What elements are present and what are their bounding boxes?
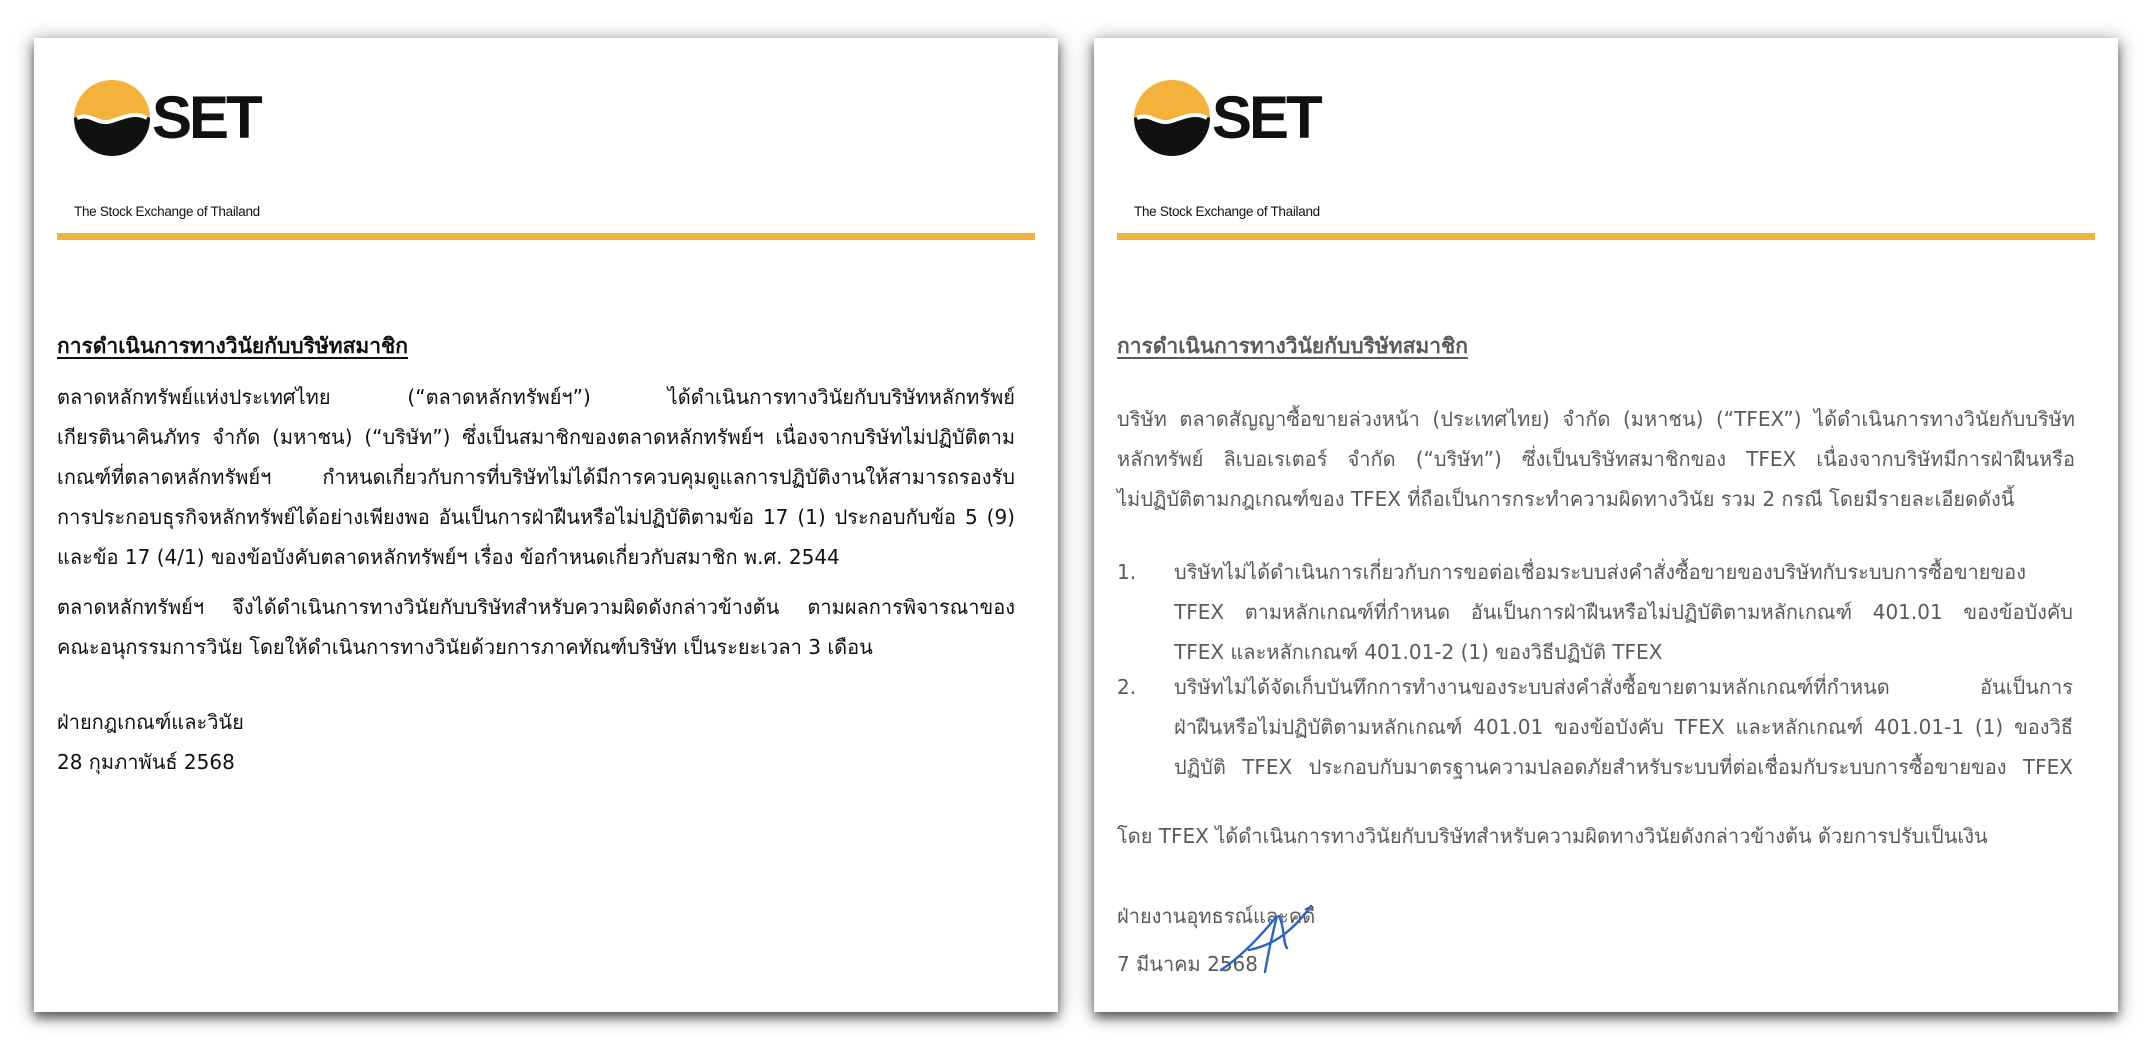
right-notice-page xyxy=(1094,38,2118,1012)
list-line: ฝ่าฝืนหรือไม่ปฏิบัติตามหลักเกณฑ์ 401.01 ของข้อบังคับ TFEX และหลักเกณฑ์ 401.01-1 (1) ของวิธี xyxy=(1174,715,2073,739)
paragraph-line: ตลาดหลักทรัพย์ฯ จึงได้ดำเนินการทางวินัยกับบริษัทสำหรับความผิดดังกล่าวข้างต้น ตามผลการพิจารณาของ xyxy=(57,595,1015,619)
paragraph-line: ไม่ปฏิบัติตามกฎเกณฑ์ของ TFEX ที่ถือเป็นการกระทำความผิดทางวินัย รวม 2 กรณี โดยมีรายละเอียดดังนี้ xyxy=(1117,487,2015,511)
paragraph-line: เกณฑ์ที่ตลาดหลักทรัพย์ฯ กำหนดเกี่ยวกับการที่บริษัทไม่ได้มีการควบคุมดูแลการปฏิบัติงานให้สามารถรองรับ xyxy=(57,465,1015,489)
paragraph-line: เกียรตินาคินภัทร จำกัด (มหาชน) (“บริษัท”) ซึ่งเป็นสมาชิกของตลาดหลักทรัพย์ฯ เนื่องจากบริษัทไม่ปฏิบัติตาม xyxy=(57,425,1015,449)
list-line: ปฏิบัติ TFEX ประกอบกับมาตรฐานความปลอดภัยสำหรับระบบที่ต่อเชื่อมกับระบบการซื้อขายของ TFEX xyxy=(1174,755,2073,779)
set-sun-logo-icon xyxy=(1134,80,1210,156)
paragraph-line: การประกอบธุรกิจหลักทรัพย์ได้อย่างเพียงพอ อันเป็นการฝ่าฝืนหรือไม่ปฏิบัติตามข้อ 17 (1) ประกอบกับข้อ 5 (9) xyxy=(57,505,1015,529)
notice-title: การดำเนินการทางวินัยกับบริษัทสมาชิก xyxy=(1117,334,1468,358)
notice-title: การดำเนินการทางวินัยกับบริษัทสมาชิก xyxy=(57,334,408,358)
left-notice-page xyxy=(34,38,1058,1012)
header-rule xyxy=(57,233,1035,240)
notice-date: 7 มีนาคม 2568 xyxy=(1117,952,1258,976)
list-body xyxy=(1174,552,2073,672)
handwritten-signature xyxy=(1219,898,1319,978)
logo-caption: The Stock Exchange of Thailand xyxy=(74,204,260,219)
list-line: TFEX และหลักเกณฑ์ 401.01-2 (1) ของวิธีปฏิบัติ TFEX xyxy=(1174,640,1663,664)
logo-wordmark: SET xyxy=(152,84,260,151)
list-number: 1. xyxy=(1117,560,1137,584)
notice-intro-paragraph xyxy=(1117,399,2075,519)
list-line: บริษัทไม่ได้จัดเก็บบันทึกการทำงานของระบบส่งคำสั่งซื้อขายตามหลักเกณฑ์ที่กำหนด อันเป็นการ xyxy=(1174,675,2073,699)
list-body xyxy=(1174,667,2073,787)
logo-wordmark: SET xyxy=(1212,84,1320,151)
notice-paragraph-2 xyxy=(57,587,1015,667)
logo-caption: The Stock Exchange of Thailand xyxy=(1134,204,1320,219)
set-logo xyxy=(1134,80,1334,219)
list-number: 2. xyxy=(1117,675,1137,699)
paragraph-line: คณะอนุกรรมการวินัย โดยให้ดำเนินการทางวินัยด้วยการภาคทัณฑ์บริษัท เป็นระยะเวลา 3 เดือน xyxy=(57,635,873,659)
list-line: บริษัทไม่ได้ดำเนินการเกี่ยวกับการขอต่อเชื่อมระบบส่งคำสั่งซื้อขายของบริษัทกับระบบการซื้อขายของ xyxy=(1174,560,2026,584)
header-rule xyxy=(1117,233,2095,240)
set-logo xyxy=(74,80,274,219)
paragraph-line: ตลาดหลักทรัพย์แห่งประเทศไทย (“ตลาดหลักทรัพย์ฯ”) ได้ดำเนินการทางวินัยกับบริษัทหลักทรัพย์ xyxy=(57,385,1015,409)
department-name: ฝ่ายงานอุทธรณ์และคดี xyxy=(1117,904,1316,928)
notice-paragraph-1 xyxy=(57,377,1015,577)
paragraph-line: และข้อ 17 (4/1) ของข้อบังคับตลาดหลักทรัพย์ฯ เรื่อง ข้อกำหนดเกี่ยวกับสมาชิก พ.ศ. 2544 xyxy=(57,545,840,569)
set-sun-logo-icon xyxy=(74,80,150,156)
paragraph-line: หลักทรัพย์ ลิเบอเรเตอร์ จำกัด (“บริษัท”) ซึ่งเป็นบริษัทสมาชิกของ TFEX เนื่องจากบริษัทมีการฝ่าฝืนหรือ xyxy=(1117,447,2075,471)
list-line: TFEX ตามหลักเกณฑ์ที่กำหนด อันเป็นการฝ่าฝืนหรือไม่ปฏิบัติตามหลักเกณฑ์ 401.01 ของข้อบังคับ xyxy=(1174,600,2073,624)
notice-conclusion: โดย TFEX ได้ดำเนินการทางวินัยกับบริษัทสำหรับความผิดทางวินัยดังกล่าวข้างต้น ด้วยการปรับเป็นเงิน xyxy=(1117,824,1988,848)
paragraph-line: บริษัท ตลาดสัญญาซื้อขายล่วงหน้า (ประเทศไทย) จำกัด (มหาชน) (“TFEX”) ได้ดำเนินการทางวินัยกับบริษัท xyxy=(1117,407,2075,431)
notice-date: 28 กุมภาพันธ์ 2568 xyxy=(57,750,235,774)
department-name: ฝ่ายกฎเกณฑ์และวินัย xyxy=(57,710,244,734)
